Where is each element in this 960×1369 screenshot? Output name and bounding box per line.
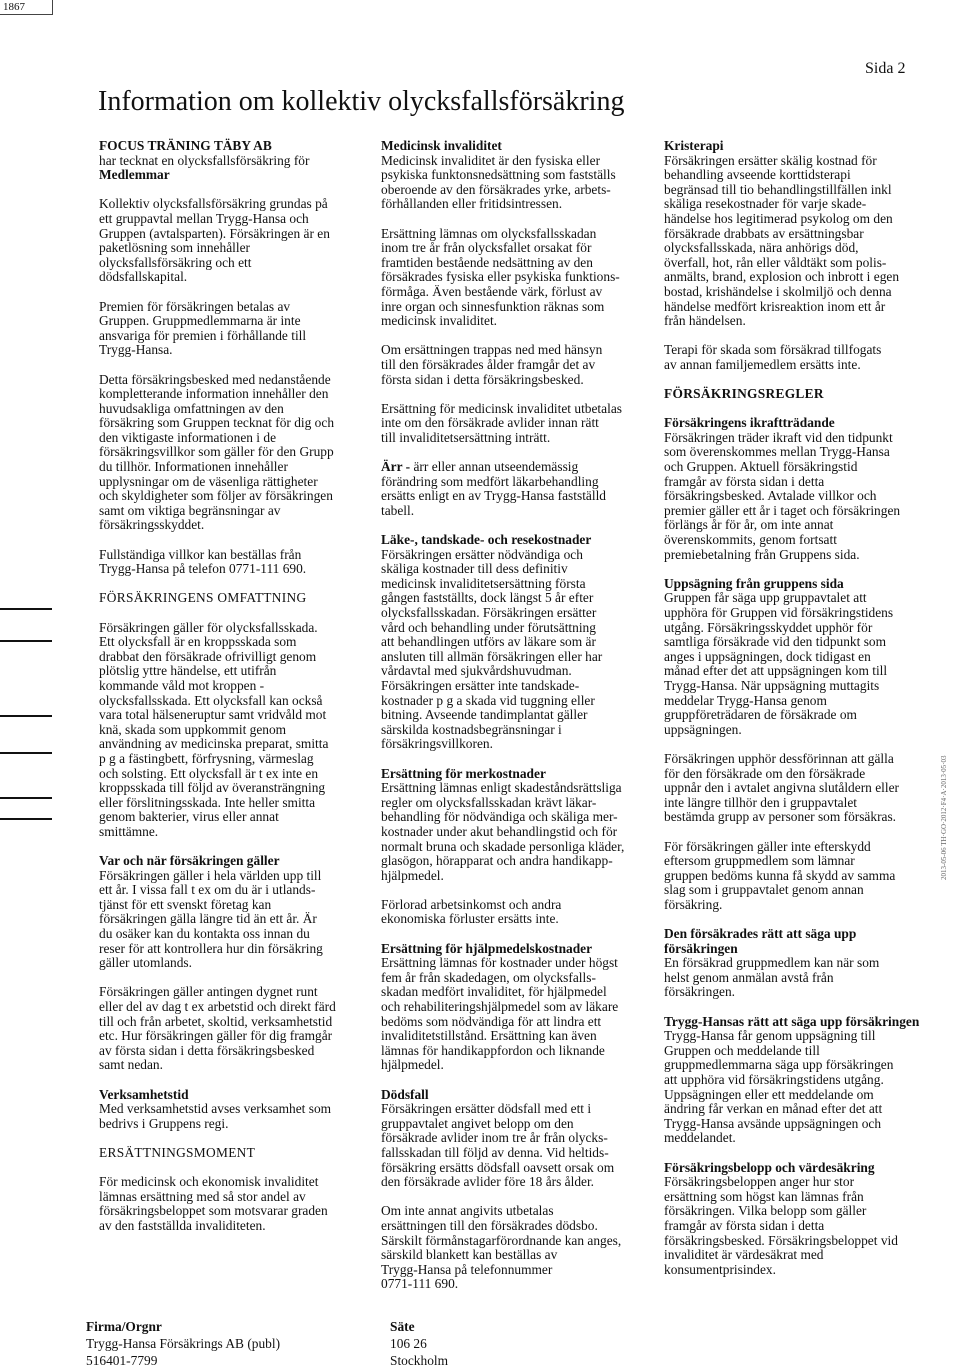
paragraph: Försäkringen ersätter nödvändiga och skäliga kostnader till dess definitiv medicinsk invaliditetsersättning första gången fastställts, dock längst 5 år efter olycksfallsskadan. Försäkringen ersätter vård och behandling under förutsättning att behandlingen utförs av läkare som är ansluten till allmän försäkringen eller har vårdavtal med sjukvårdshuvudman. Försäkringen ersätter inte tandskade- kostnader p g a skada vid tuggning eller bitning. Avseende tandimplantat gäller särskilda kostnadsbegränsningar i försäkringsvillkoren. <box>381 546 603 752</box>
column-2 <box>381 139 643 1307</box>
scar-text: ärr eller annan utseendemässig <box>413 459 579 475</box>
paragraph: Försäkringen träder ikraft vid den tidpunkt som överenskommes mellan Trygg-Hansa och Gruppen. Aktuell försäkringstid framgår av första sidan i detta försäkringsbesked. Avtalade villkor och premier gäller ett år i taget och försäkringen förlängs år för år, om inte annat överenskommits, genom fortsatt premiebetalning från Gruppens sida. <box>664 429 901 562</box>
paragraph: Medicinsk invaliditet är den fysiska eller psykiska funktonsnedsättning som fastställs oberoende av den försäkrades yrke, arbets- förhållanden eller fritidsintressen. <box>381 152 616 212</box>
section-heading: Var och när försäkringen gäller <box>99 853 280 869</box>
paragraph: Fullständiga villkor kan beställas från Trygg-Hansa på telefon 0771-111 690. <box>99 546 307 577</box>
section-heading: Trygg-Hansas rätt att säga upp försäkringen <box>664 1013 920 1029</box>
paragraph: Förlorad arbetsinkomst och andra ekonomiska förluster ersätts inte. <box>381 896 562 927</box>
section-heading: Den försäkrades rätt att säga upp försäkringen <box>664 926 857 956</box>
section-heading: FÖRSÄKRINGENS OMFATTNING <box>99 590 307 606</box>
margin-mark <box>0 608 52 610</box>
page-id-rule <box>0 14 52 15</box>
page-number: Sida 2 <box>865 60 906 77</box>
paragraph: Ersättning lämnas om olycksfallsskadan inom tre år från olycksfallet orsakat för framtiden bestående nedsättning av den försäkrades fysiska eller psykiska funktions- förmåga. Även bestående värk, förlust av inre organ och sinnesfunktion räknas som medicinsk invaliditet. <box>381 225 620 329</box>
footer-city: Stockholm <box>390 1353 449 1368</box>
paragraph: Försäkringen ersätter skälig kostnad för behandling avseende korttidsterapi begränsad till tio behandlingstillfällen inkl skäliga resekostnader för varje skade- händelse hos legitimerad psykolog om den försäkrade drabbats av ersättningsbar olycksfallsskada, nära anhörigs död, överfall, hot, rån eller våldtäkt som polis- anmälts, brand, explosion och inbrott i egen bostad, krishändelse i skolmiljö och denna händelse medfört krisreaktion inom ett år från händelsen. <box>664 152 900 329</box>
margin-mark <box>0 640 52 642</box>
paragraph: Kollektiv olycksfallsförsäkring grundas på ett gruppavtal mellan Trygg-Hansa och Gruppen (avtalsparten). Försäkringen är en paketlösning som innehåller olycksfallsförsäkring och ett dödsfallskapital. <box>99 196 330 285</box>
section-heading: Försäkringsbelopp och värdesäkring <box>664 1159 875 1175</box>
paragraph: Terapi för skada som försäkrad tillfogats av annan familjemedlem ersätts inte. <box>664 342 882 372</box>
paragraph: Gruppen får säga upp gruppavtalet att upphöra för Gruppen vid försäkringstidens utgång. Försäkringsskyddet upphör för samtliga försäkrade vid den tidpunkt som anges i uppsägningen, dock tidigast en månad efter det att uppsägningen kom till Trygg-Hansa. När uppsägning muttagits meddelar Trygg-Hansa genom gruppföreträdaren de försäkrade om uppsägningen. <box>664 590 894 737</box>
scar-heading: Ärr - <box>381 459 414 475</box>
paragraph: Detta försäkringsbesked med nedanstående kompletterande information innehåller den huvudsakliga omfattningen av den försäkring som Gruppen tecknat för dig och den viktigaste informationen i de försäkringsvillkor som gäller för den Grupp du tillhör. Informationen innehåller upplysningar om de väsenliga rättigheter och skyldigheter som följer av försäkringen samt om viktiga begränsningar av försäkringsskyddet. <box>99 371 335 533</box>
section-heading: ERSÄTTNINGSMOMENT <box>99 1144 256 1160</box>
paragraph: Premien för försäkringen betalas av Gruppen. Gruppmedlemmarna är inte ansvariga för premien i förhållande till Trygg-Hansa. <box>99 298 307 358</box>
section-heading: Dödsfall <box>381 1086 429 1102</box>
section-heading: Kristerapi <box>664 138 724 153</box>
paragraph: Trygg-Hansa får genom uppsägning till Gruppen och meddelande till gruppmedlemmarna säga upp försäkringen att upphöra vid försäkringstidens utgång. Uppsägningen eller ett meddelande om ändring får verkan en månad efter det att Trygg-Hansa avsände uppsägningen och meddelandet. <box>664 1028 894 1146</box>
paragraph: Försäkringsbeloppen anger hur stor ersättning som högst kan lämnas från försäkringen. Vilka belopp som gäller framgår av första sidan i detta försäkringsbesked. Försäkringsbeloppet vid invaliditet är värdesäkrat med konsumentprisindex. <box>664 1174 898 1277</box>
paragraph: Ersättning lämnas för kostnader under högst fem år från skadedagen, om olycksfalls- skadan medfört invaliditet, för hjälpmedel och rehabiliteringshjälpmedel som av läkare bedöms som nödvändiga för att lindra ett invaliditetstillstånd. Ersättning kan även lämnas för handikappfordon och liknande hjälpmedel. <box>381 955 619 1073</box>
section-heading: Ersättning för hjälpmedelskostnader <box>381 940 593 956</box>
intro-text: har tecknat en olycksfallsförsäkring för <box>99 152 310 168</box>
margin-mark <box>0 818 52 820</box>
paragraph: Med verksamhetstid avses verksamhet som bedrivs i Gruppens regi. <box>99 1101 332 1131</box>
paragraph: Ersättning lämnas enligt skadeståndsrättsliga regler om olycksfallsskadan krävt läkar- behandling för nödvändiga och skäliga mer- kostnader under akut behandlingstid och för normalt bruna och skadade personliga kläder, glasögon, hörapparat och andra handikapp- hjälpmedel. <box>381 780 625 883</box>
column-1 <box>99 139 361 1248</box>
paragraph: Försäkringen gäller i hela världen upp till ett år. I vissa fall t ex om du är i utlands- tjänst för ett svenskt företag kan försäkringen gälla längre tid än ett år. Är du osäker kan du kontakta oss innan du reser för att kontrollera hur din försäkring gäller utomlands. <box>99 867 323 971</box>
footer-seat-label: Säte <box>390 1319 415 1334</box>
side-code: 2013-05-06 TH·GO·2012·F4·A·2013·05·03 <box>940 755 948 880</box>
footer-company-name: Trygg-Hansa Försäkrings AB (publ) <box>86 1336 281 1351</box>
page-id-divider <box>52 0 53 15</box>
column-3 <box>664 139 926 1292</box>
section-heading: Uppsägning från gruppens sida <box>664 575 844 591</box>
paragraph: En försäkrad gruppmedlem kan när som helst genom anmälan avstå från försäkringen. <box>664 955 880 1000</box>
footer-company <box>86 1318 280 1369</box>
section-heading: Verksamhetstid <box>99 1086 189 1102</box>
margin-mark <box>0 752 52 754</box>
paragraph: Försäkringen gäller för olycksfallsskada. Ett olycksfall är en kroppsskada som drabbat den försäkrade ofrivilligt genom plötslig yttre händelse, ett utifrån kommande våld mot kroppen - olycksfallsskada. Ett olycksfall kan också vara total hälseneruptur samt vridvåld mot knä, skada som uppkommit genom användning av medicinska preparat, smitta p g a fästingbett, förfrysning, värmeslag och solsting. Ett olycksfall är t ex inte en kroppsskada till följd av överansträngning eller förslitningsskada. Inte heller smitta genom bakterier, virus eller annat smittämne. <box>99 619 329 839</box>
section-heading: FÖRSÄKRINGSREGLER <box>664 386 824 402</box>
paragraph: Försäkringen gäller antingen dygnet runt eller del av dag t ex arbetstid och direkt färd till och från arbetet, skoltid, verksamhetstid etc. Hur försäkringen gäller för dig framgår av första sidan i detta försäkringsbesked samt nedan. <box>99 984 336 1073</box>
paragraph: Försäkringen ersätter dödsfall med ett i gruppavtalet angivet belopp om den försäkrade avlider inom tre år från olycks- fallsskadan till följd av denna. Vid heltids- försäkring ersätts dödsfall oavsett orsak om den försäkrade avlider före 18 års ålder. <box>381 1101 615 1190</box>
footer-org-nr: 516401-7799 <box>86 1353 158 1368</box>
footer-seat <box>390 1318 448 1369</box>
paragraph: Om inte annat angivits utbetalas ersättningen till den försäkrades dödsbo. Särskilt förmånstagarförordnande kan anges, särskild blankett kan beställas av Trygg-Hansa på telefonnummer 0771-111 690. <box>381 1203 622 1292</box>
section-heading: Läke-, tandskade- och resekostnader <box>381 532 592 548</box>
page-title: Information om kollektiv olycksfallsförsäkring <box>98 86 625 117</box>
insured-group: Medlemmar <box>99 167 170 183</box>
footer-company-label: Firma/Orgnr <box>86 1319 162 1334</box>
paragraph: Ersättning för medicinsk invaliditet utbetalas inte om den försäkrade avlider innan rätt till invaliditetsersättning inträtt. <box>381 400 622 445</box>
paragraph: För medicinsk och ekonomisk invaliditet lämnas ersättning med så stor andel av försäkringsbeloppet som motsvarar graden av den fastställda invaliditeten. <box>99 1174 328 1233</box>
paragraph: Försäkringen upphör dessförinnan att gälla för den försäkrade om den försäkrade uppnår den i avtalet angivna slutåldern eller inte längre tillhör den i gruppavtalet bestämda grupp av personer som försäkras. <box>664 750 899 825</box>
page-id: 1867 <box>3 1 25 13</box>
paragraph: För försäkringen gäller inte efterskydd eftersom gruppmedlem som lämnar gruppen bedöms kunna få skydd av samma slag som i gruppavtalet genom annan försäkring. <box>664 838 896 912</box>
footer-postcode: 106 26 <box>390 1336 427 1351</box>
section-heading: Ersättning för merkostnader <box>381 765 546 781</box>
section-heading: Försäkringens ikraftträdande <box>664 415 835 431</box>
margin-mark <box>0 715 52 717</box>
paragraph: förändring som medfört läkarbehandling ersätts enligt en av Trygg-Hansa fastställd tabell. <box>381 473 606 518</box>
company-name: FOCUS TRÄNING TÄBY AB <box>99 138 272 153</box>
margin-mark <box>0 797 52 799</box>
section-heading: Medicinsk invaliditet <box>381 138 502 153</box>
paragraph: Om ersättningen trappas ned med hänsyn till den försäkrades ålder framgår det av första sidan i detta försäkringsbesked. <box>381 342 603 387</box>
